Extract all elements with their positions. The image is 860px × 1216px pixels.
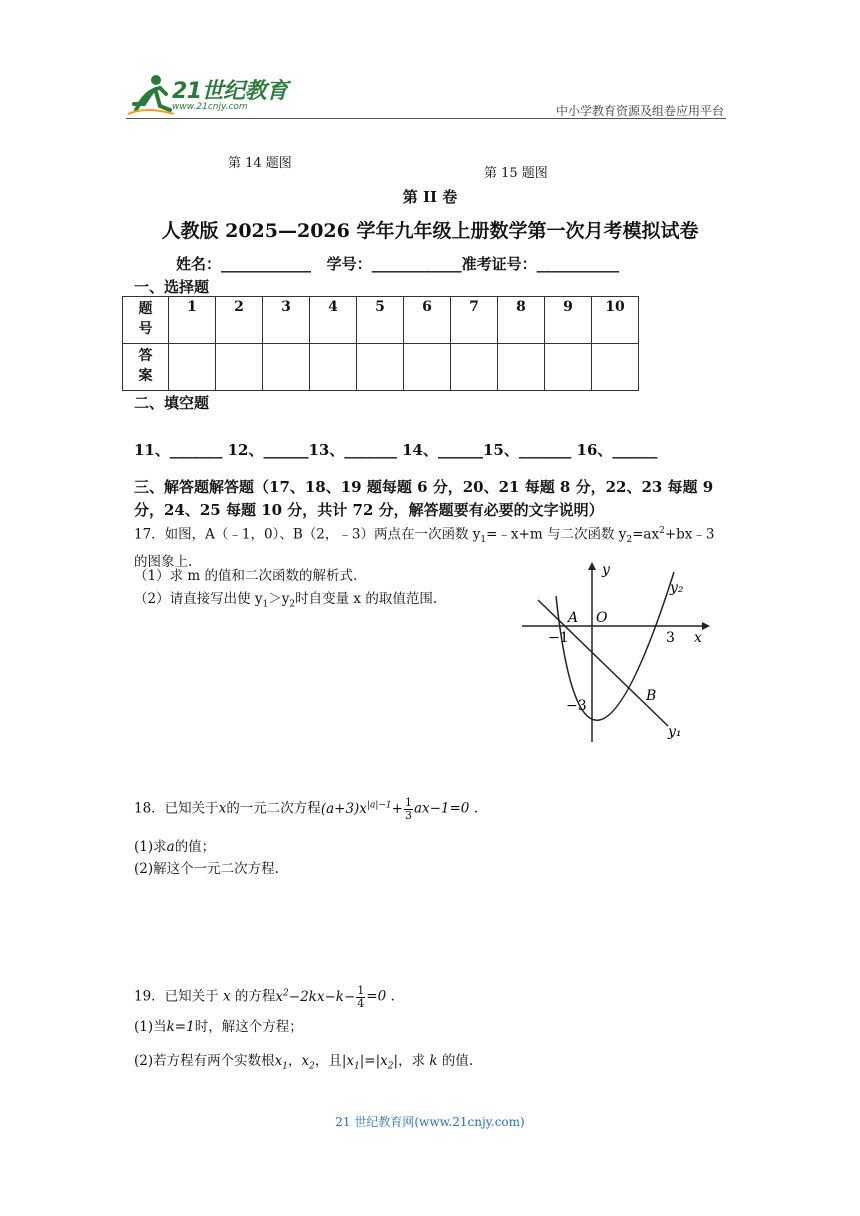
y-axis-arrow <box>588 562 596 570</box>
answer-cell[interactable] <box>263 344 310 391</box>
label-y1: y₁ <box>668 724 682 740</box>
logo-text: 21世纪教育 <box>172 79 288 104</box>
label-neg3: −3 <box>566 698 587 714</box>
q17-part2: （2）请直接写出使 $y_1>y_2$时自变量 x 的取值范围. <box>134 591 438 610</box>
row-label-answer: 答 案 <box>123 344 169 391</box>
q19-part2: (2)若方程有两个实数根$x_1$，$x_2$，且$|x_1|=|x_2|$，求 k 的值. <box>134 1053 474 1072</box>
table-row <box>123 344 639 391</box>
q18-part2: (2)解这个一元二次方程. <box>134 861 279 877</box>
answer-cell[interactable] <box>545 344 592 391</box>
answer-cell[interactable] <box>310 344 357 391</box>
fig14-caption: 第 14 题图 <box>228 156 292 171</box>
runner-logo-icon <box>126 70 176 120</box>
fraction-one-third: $\frac{1}{3}$ <box>404 795 412 822</box>
question-number: 2 <box>216 297 263 344</box>
x-axis-arrow <box>702 622 710 630</box>
logo-url: www.21cnjy.com <box>172 102 248 112</box>
fill-blanks-line: 11、_______ 12、______13、_______ 14、______15、_______ 16、______ <box>134 441 658 459</box>
footer-link[interactable]: 21 世纪教育网(www.21cnjy.com) <box>335 1115 525 1129</box>
answer-cell[interactable] <box>357 344 404 391</box>
fig15-caption: 第 15 题图 <box>484 166 548 181</box>
label-3: 3 <box>666 630 675 646</box>
question-number: 4 <box>310 297 357 344</box>
part1-heading: 一、选择题 <box>134 278 210 296</box>
q19-equation: $x^2-2kx-k-$ <box>275 988 356 1005</box>
label-neg1: −1 <box>548 630 569 646</box>
question-number: 10 <box>592 297 639 344</box>
row-label-number: 题 号 <box>123 297 169 344</box>
fraction-one-quarter: $\frac{1}{4}$ <box>357 983 365 1010</box>
question-number: 3 <box>263 297 310 344</box>
question-number: 5 <box>357 297 404 344</box>
question-number: 9 <box>545 297 592 344</box>
label-point-b: B <box>646 688 657 704</box>
question-number: 8 <box>498 297 545 344</box>
label-point-a: A <box>568 610 579 626</box>
q17-part1: （1）求 m 的值和二次函数的解析式. <box>134 568 358 584</box>
q18-equation: $(a+3)x^{|a|-1}+$ <box>320 800 403 817</box>
answer-cell[interactable] <box>451 344 498 391</box>
label-origin: O <box>596 610 608 626</box>
platform-label: 中小学教育资源及组卷应用平台 <box>555 104 724 118</box>
question-number: 1 <box>169 297 216 344</box>
question-number: 7 <box>451 297 498 344</box>
exam-title: 人教版 2025—2026 学年九年级上册数学第一次月考模拟试卷 <box>161 220 699 242</box>
part2-heading: 二、填空题 <box>134 394 210 412</box>
header-divider <box>126 118 726 119</box>
answer-cell[interactable] <box>169 344 216 391</box>
q17-stem: 17．如图，A（﹣1，0）、B（2，﹣3）两点在一次函数 $y_1=﹣x+m$ 与二次函数 $y_2=ax^2+bx﹣3$ 的图象上. <box>134 526 715 571</box>
student-info-line: 姓名：____________ 学号：____________准考证号：___________ <box>176 255 620 273</box>
table-row <box>123 297 639 344</box>
question-number: 6 <box>404 297 451 344</box>
q18-part1: (1)求a的值； <box>134 839 216 855</box>
answer-cell[interactable] <box>498 344 545 391</box>
q19-stem: 19．已知关于 x 的方程$x^2-2kx-k-$ $\frac{1}{4}$ =0 . <box>134 983 395 1010</box>
q19-part1: (1)当k=1时，解这个方程； <box>134 1019 303 1035</box>
label-x: x <box>694 630 702 646</box>
label-y2: y₂ <box>670 580 684 596</box>
answer-cell[interactable] <box>216 344 263 391</box>
q18-stem: 18．已知关于x的一元二次方程$(a+3)x^{|a|-1}+$ $\frac{1}{3}$ ax−1=0 . <box>134 795 478 822</box>
label-y: y <box>602 562 610 578</box>
part3-heading: 三、解答题解答题（17、18、19 题每题 6 分，20、21 每题 8 分，22、23 每题 9 分，24、25 每题 10 分，共计 72 分，解答题要有必要的文字说明） <box>134 478 714 519</box>
answer-cell[interactable] <box>404 344 451 391</box>
answer-table <box>122 296 639 391</box>
answer-cell[interactable] <box>592 344 639 391</box>
q17-function-graph <box>518 556 718 748</box>
section-title: 第 II 卷 <box>402 188 458 206</box>
